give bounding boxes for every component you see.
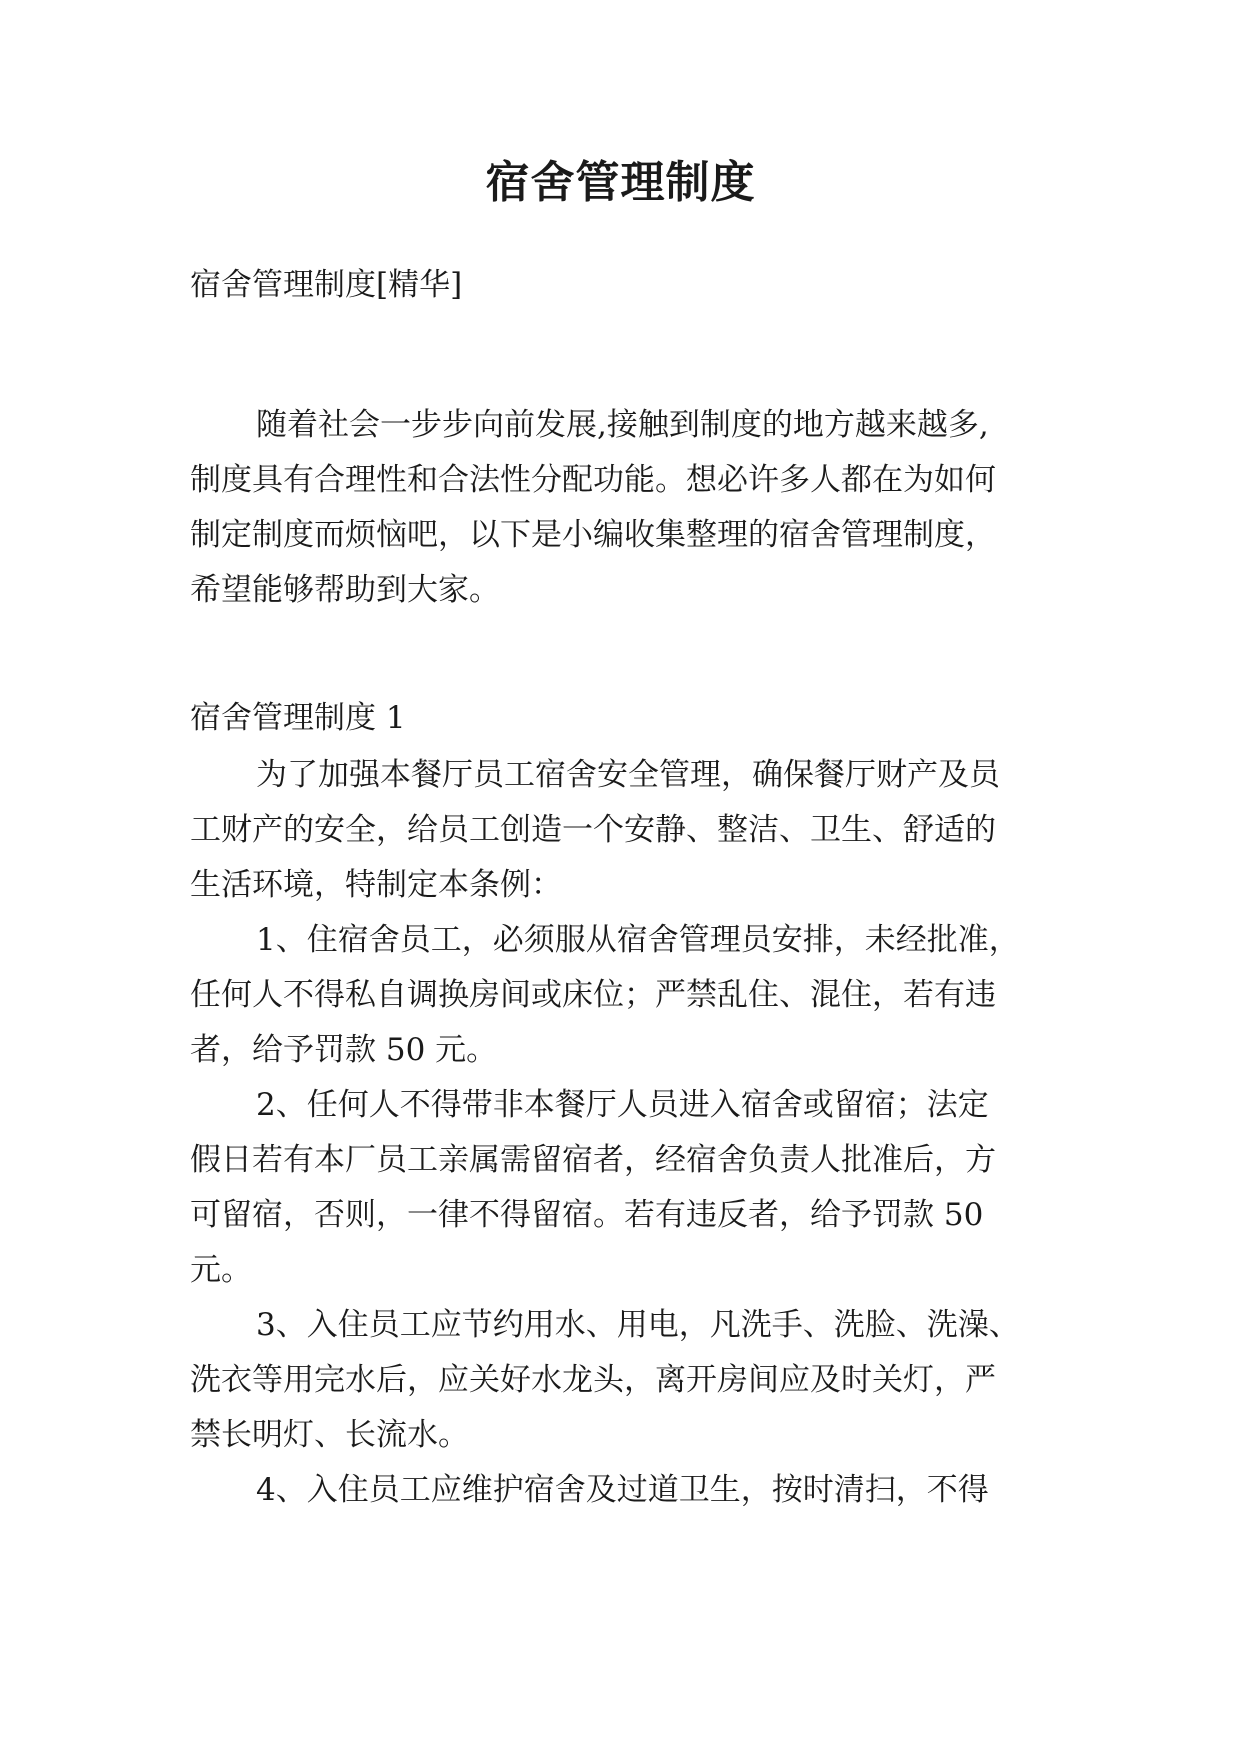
intro-line-2: 制度具有合理性和合法性分配功能。想必许多人都在为如何 [190,462,996,498]
rule-1-line-3: 者，给予罚款 50 元。 [190,1032,498,1068]
section-intro-line-2: 工财产的安全，给员工创造一个安静、整洁、卫生、舒适的 [190,812,996,848]
rule-3-line-3: 禁长明灯、长流水。 [190,1417,469,1453]
section-intro-line-1: 为了加强本餐厅员工宿舍安全管理，确保餐厅财产及员 [256,757,1000,793]
rule-2-line-2: 假日若有本厂员工亲属需留宿者，经宿舍负责人批准后，方 [190,1142,996,1178]
section-heading: 宿舍管理制度 1 [190,700,406,736]
intro-line-1: 随着社会一步步向前发展,接触到制度的地方越来越多, [256,407,989,443]
rule-3-line-2: 洗衣等用完水后，应关好水龙头，离开房间应及时关灯，严 [190,1362,996,1398]
section-intro-line-3: 生活环境，特制定本条例： [190,867,562,903]
rule-2-line-3: 可留宿，否则，一律不得留宿。若有违反者，给予罚款 50 [190,1197,984,1233]
rule-4-line-1: 4、入住员工应维护宿舍及过道卫生，按时清扫，不得 [256,1472,989,1508]
document-title: 宿舍管理制度 [485,157,756,208]
rule-2-line-4: 元。 [190,1252,252,1288]
rule-2-line-1: 2、任何人不得带非本餐厅人员进入宿舍或留宿；法定 [256,1087,989,1123]
rule-1-line-1: 1、住宿舍员工，必须服从宿舍管理员安排，未经批准， [256,922,1020,958]
intro-line-4: 希望能够帮助到大家。 [190,572,500,608]
rule-3-line-1: 3、入住员工应节约用水、用电，凡洗手、洗脸、洗澡、 [256,1307,1020,1343]
rule-1-line-2: 任何人不得私自调换房间或床位；严禁乱住、混住，若有违 [190,977,996,1013]
document-subtitle: 宿舍管理制度[精华] [190,267,463,303]
intro-line-3: 制定制度而烦恼吧，以下是小编收集整理的宿舍管理制度， [190,517,996,553]
